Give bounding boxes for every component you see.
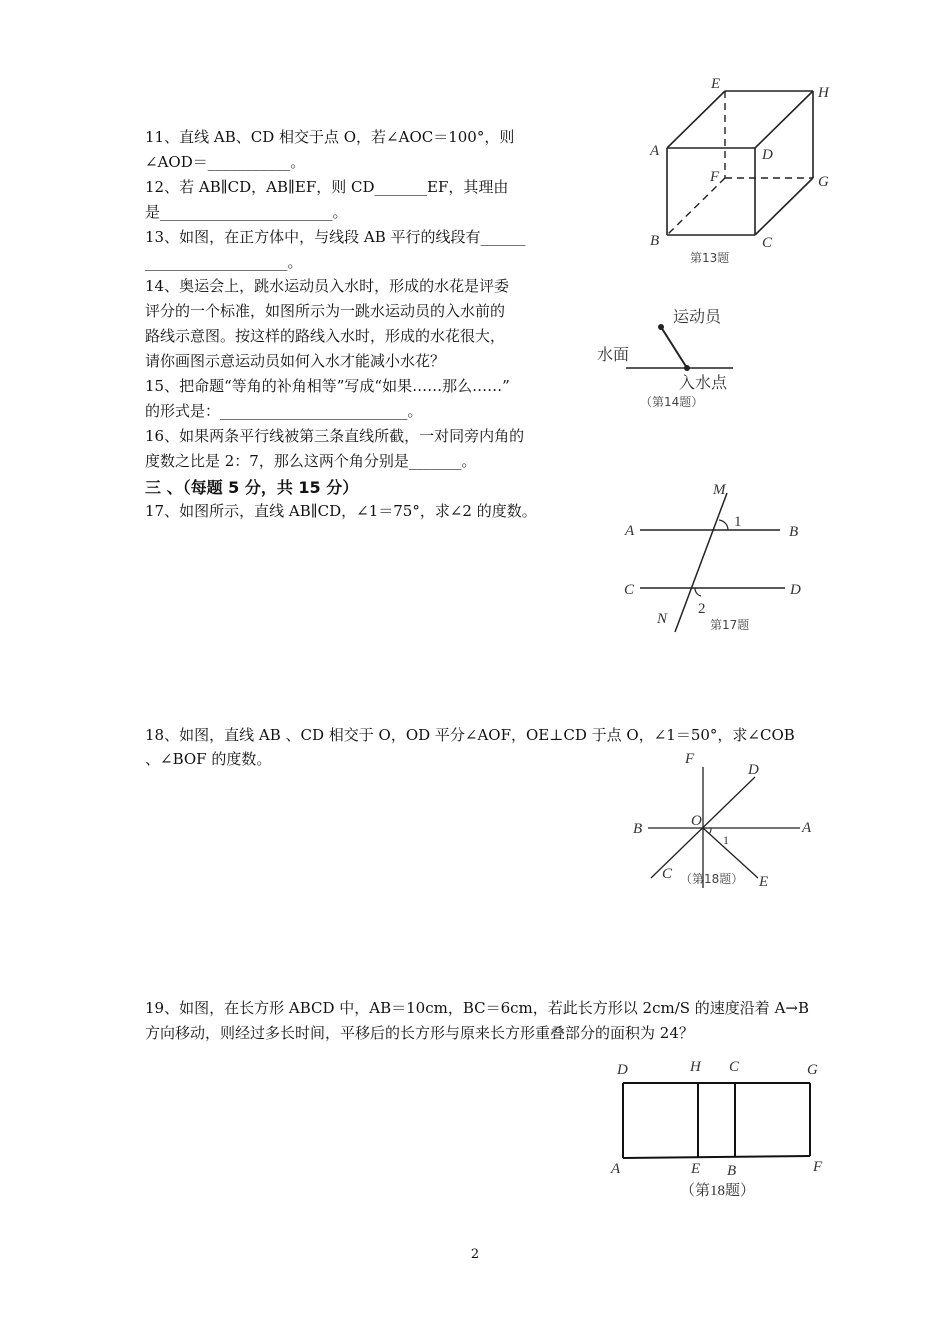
rect-label-c: C [729, 1059, 740, 1075]
q12-line1: 12、若 AB∥CD，AB∥EF，则 CD_______EF，其理由 [145, 178, 509, 196]
parallel-label-a: A [625, 523, 635, 539]
q12-line2: 是_______________________。 [145, 203, 348, 221]
q14-line1: 14、奥运会上，跳水运动员入水时，形成的水花是评委 [145, 277, 510, 295]
cube-label-h: H [818, 85, 829, 101]
parallel-lines-figure [615, 475, 815, 640]
parallel-label-b: B [789, 524, 799, 540]
cube-label-a: A [650, 143, 660, 159]
cube-label-e: E [711, 76, 721, 92]
cube-label-b: B [650, 233, 660, 249]
parallel-angle-2: 2 [698, 601, 706, 617]
q14-line4: 请你画图示意运动员如何入水才能减小水花？ [145, 352, 446, 370]
q17-line: 17、如图所示，直线 AB∥CD，∠1＝75°，求∠2 的度数。 [145, 502, 537, 520]
rect-label-a: A [611, 1161, 621, 1177]
cube-label-c: C [762, 235, 773, 251]
diver-caption: （第14题） [640, 395, 704, 409]
q13-line1: 13、如图，在正方体中，与线段 AB 平行的线段有______ [145, 228, 526, 246]
q18-line2: 、∠BOF 的度数。 [145, 750, 272, 768]
intersect-label-o: O [691, 813, 702, 829]
q19-line2: 方向移动，则经过多长时间，平移后的长方形与原来长方形重叠部分的面积为 24？ [145, 1024, 694, 1042]
rect-label-e: E [691, 1161, 701, 1177]
diver-figure [590, 300, 770, 415]
rect-label-g: G [807, 1062, 818, 1078]
q15-line1: 15、把命题“等角的补角相等”写成“如果……那么……” [145, 377, 510, 395]
parallel-label-c: C [624, 582, 635, 598]
intersect-caption: （第18题） [680, 872, 744, 886]
cube-label-f: F [710, 169, 720, 185]
parallel-label-n: N [657, 611, 668, 627]
rect-caption: （第18题） [680, 1183, 756, 1199]
parallel-angle-1: 1 [734, 514, 742, 530]
rect-label-h: H [690, 1059, 701, 1075]
rectangle-figure [605, 1055, 835, 1205]
rect-label-f: F [813, 1159, 823, 1175]
parallel-label-m: M [713, 482, 726, 498]
parallel-label-d: D [790, 582, 801, 598]
diver-athlete-label: 运动员 [673, 309, 722, 326]
rect-label-d: D [617, 1062, 628, 1078]
cube-label-g: G [818, 174, 829, 190]
q13-line2: ___________________。 [145, 253, 303, 271]
intersect-angle-1: 1 [723, 833, 729, 847]
q11-line1: 11、直线 AB、CD 相交于点 O，若∠AOC＝100°，则 [145, 128, 515, 146]
diver-water-label: 水面 [597, 347, 630, 364]
cube-label-d: D [762, 147, 773, 163]
intersect-label-c: C [662, 866, 673, 882]
q19-line1: 19、如图，在长方形 ABCD 中，AB＝10cm，BC＝6cm，若此长方形以 2cm/S 的速度沿着 A→B [145, 999, 810, 1017]
intersect-label-b: B [633, 821, 643, 837]
page-number: 2 [470, 1247, 480, 1262]
intersect-label-d: D [748, 762, 759, 778]
q15-line2: 的形式是：_________________________。 [145, 402, 423, 420]
q11-line2: ∠AOD＝___________。 [145, 153, 306, 171]
q14-line2: 评分的一个标准，如图所示为一跳水运动员的入水前的 [145, 302, 506, 320]
cube-figure [640, 75, 850, 270]
intersecting-lines-figure [625, 750, 825, 895]
section-3-heading: 三 、（每题 5 分，共 15 分） [145, 478, 359, 497]
intersect-label-e: E [759, 874, 769, 890]
parallel-caption: 第17题 [710, 618, 750, 632]
diver-entry-label: 入水点 [679, 375, 728, 392]
rect-label-b: B [727, 1163, 737, 1179]
q16-line1: 16、如果两条平行线被第三条直线所截，一对同旁内角的 [145, 427, 525, 445]
q18-line1: 18、如图，直线 AB 、CD 相交于 O，OD 平分∠AOF，OE⊥CD 于点 O，∠1＝50°，求∠COB [145, 726, 795, 744]
cube-caption: 第13题 [690, 251, 730, 265]
q14-line3: 路线示意图。按这样的路线入水时，形成的水花很大， [145, 327, 506, 345]
intersect-label-a: A [802, 820, 812, 836]
intersect-label-f: F [685, 751, 695, 767]
q16-line2: 度数之比是 2：7，那么这两个角分别是_______。 [145, 452, 477, 470]
